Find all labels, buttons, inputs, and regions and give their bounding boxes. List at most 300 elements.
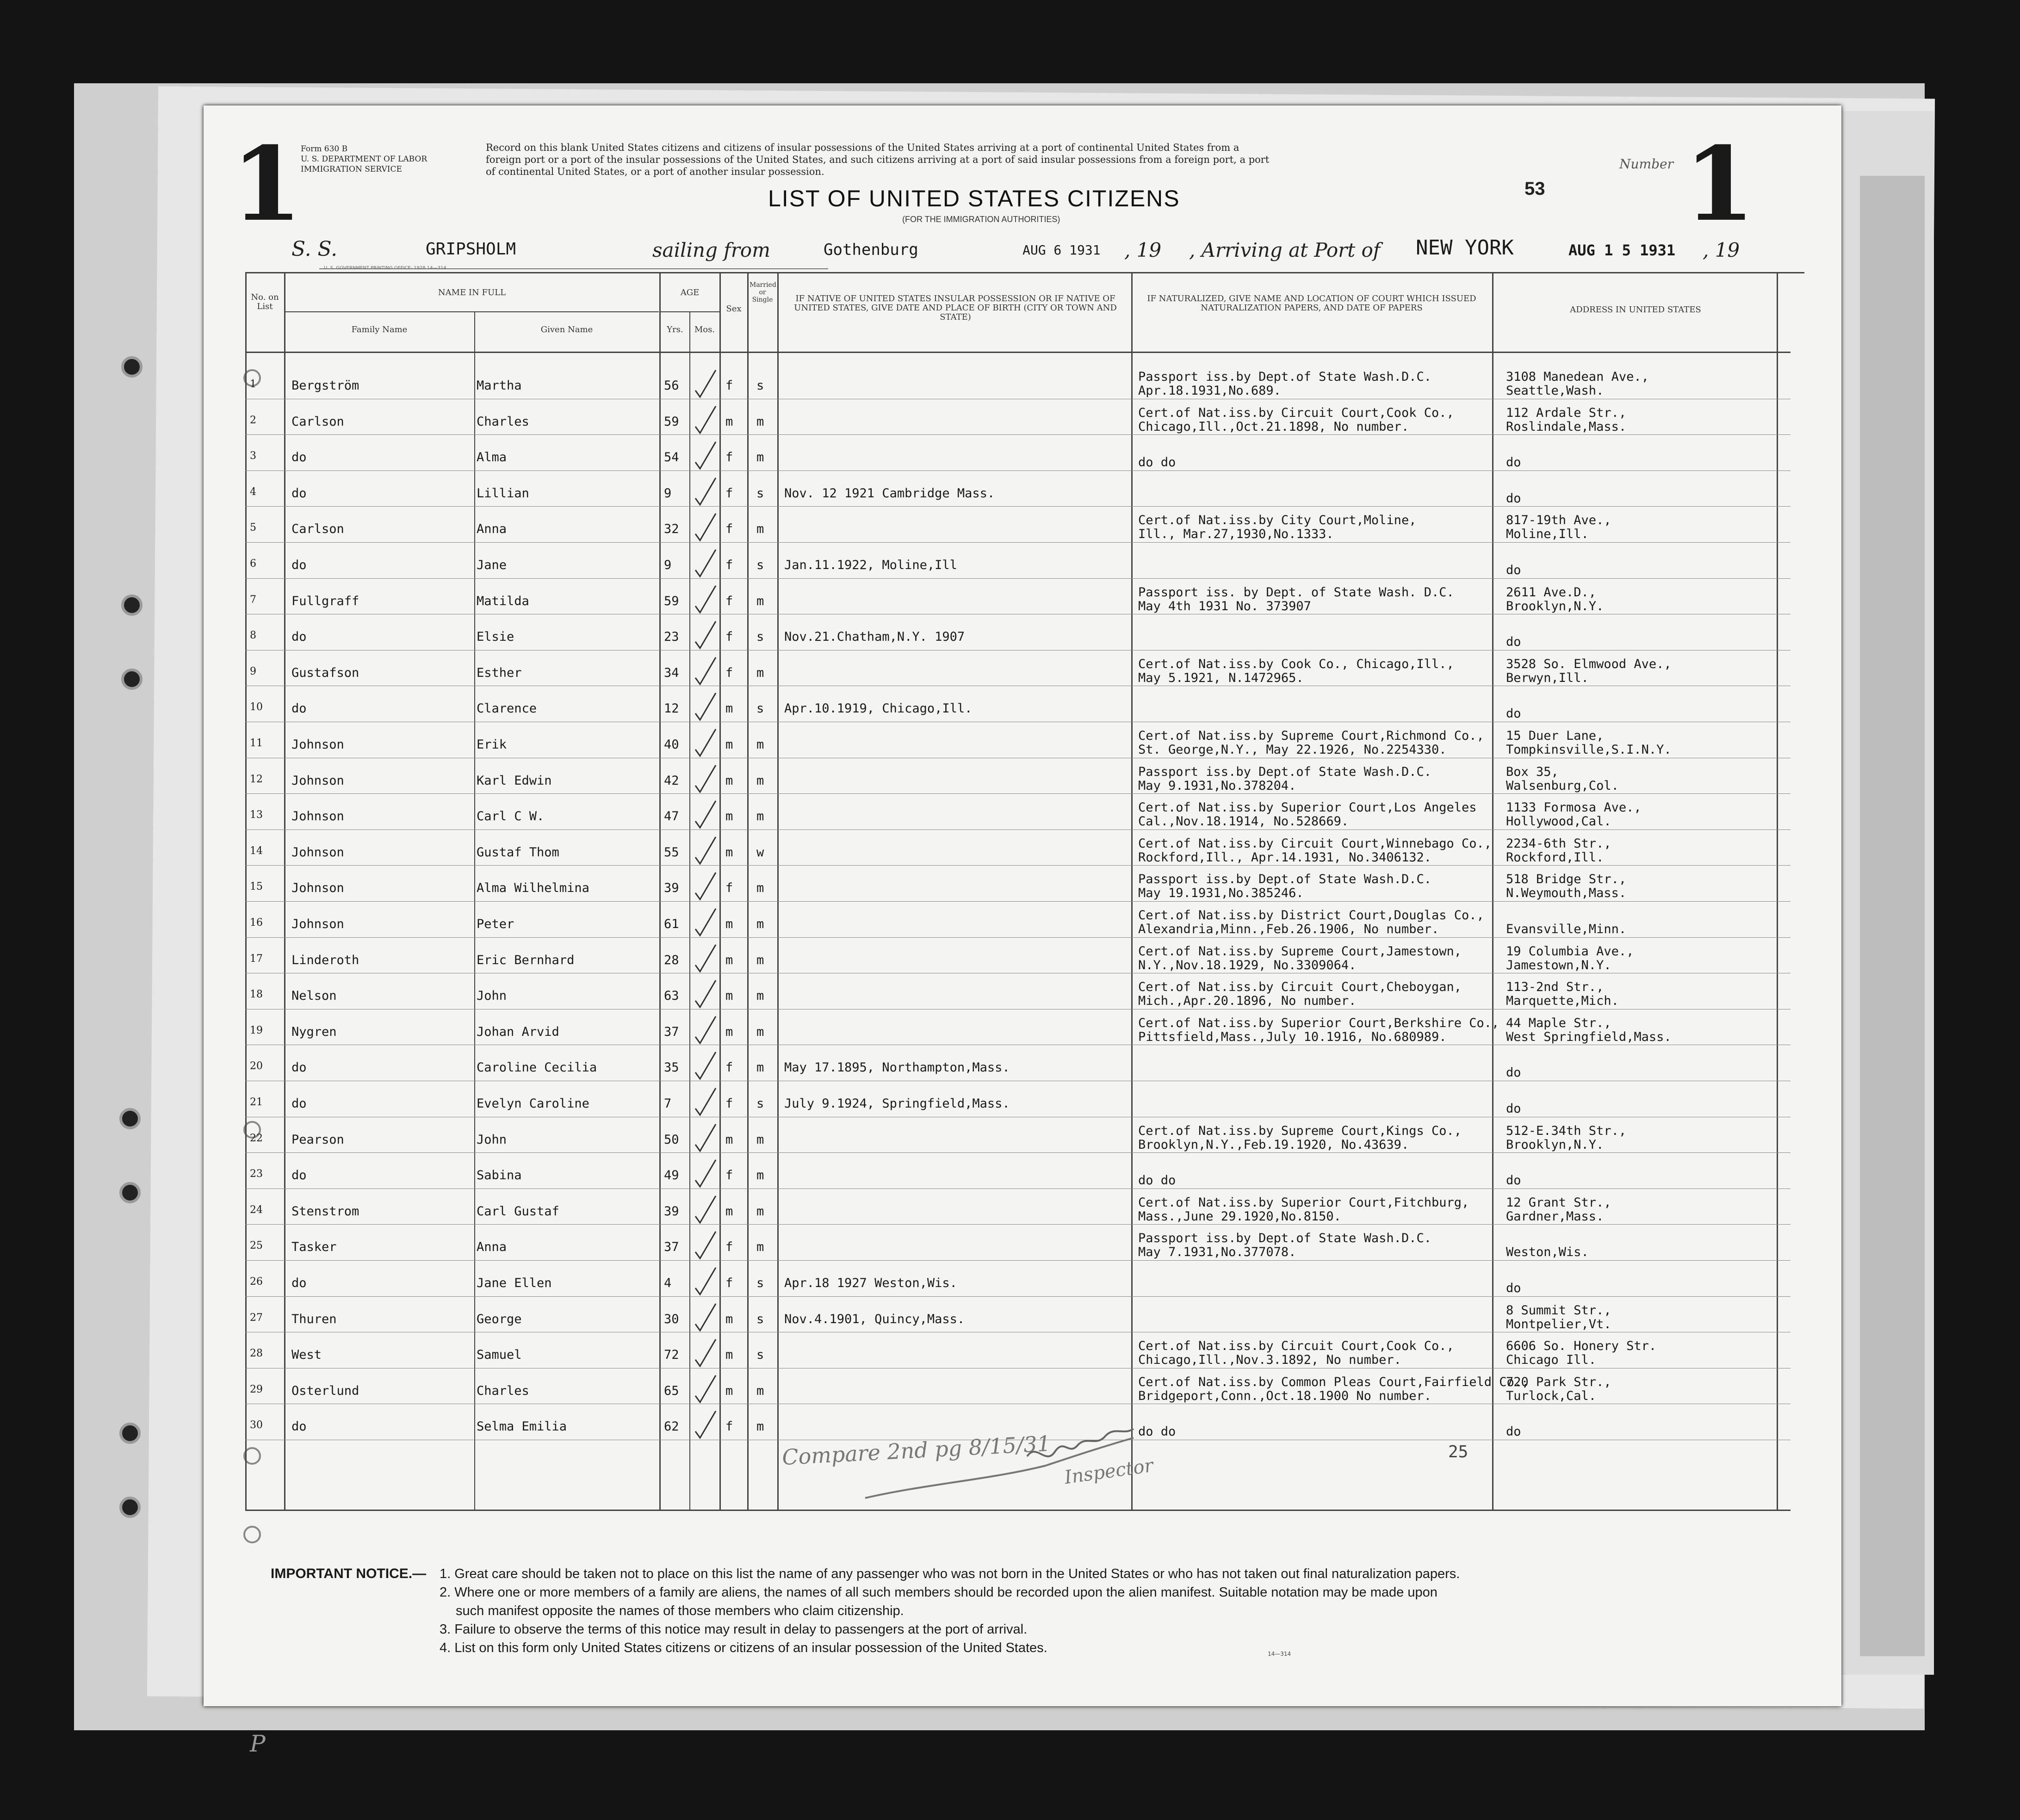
col-header-family: Family Name [351, 325, 408, 334]
family-name: Carlson [291, 522, 344, 537]
age-years: 40 [664, 737, 679, 752]
row-number: 2 [250, 414, 256, 426]
row-number: 6 [250, 558, 256, 570]
sex: m [725, 701, 733, 716]
sailing-port: Gothenburg [824, 241, 918, 259]
age-years: 55 [664, 845, 679, 860]
row-number: 5 [250, 522, 256, 534]
address-line-2: Roslindale,Mass. [1506, 419, 1627, 434]
family-name: Pearson [291, 1132, 344, 1147]
page-subtitle: (FOR THE IMMIGRATION AUTHORITIES) [902, 215, 1060, 224]
age-years: 42 [664, 773, 679, 788]
family-name: Johnson [291, 881, 344, 896]
sex: m [725, 1024, 733, 1039]
given-name: Charles [477, 1383, 529, 1398]
birth-info: Nov.21.Chatham,N.Y. 1907 [784, 630, 965, 644]
col-divider [474, 311, 475, 1510]
family-name: do [291, 558, 307, 572]
naturalization-line-2: N.Y.,Nov.18.1929, No.3309064. [1138, 958, 1357, 972]
table-left-border [245, 272, 247, 1510]
given-name: Martha [477, 378, 522, 393]
address-line-1: 2234-6th Str., [1506, 836, 1611, 851]
row-number: 13 [250, 809, 263, 821]
binder-hole [119, 1182, 141, 1203]
row-number: 26 [250, 1276, 263, 1288]
marital-status: m [756, 737, 764, 752]
naturalization-line-2: do do [1138, 1424, 1176, 1439]
check-mark-icon [692, 762, 719, 795]
given-name: Elsie [477, 630, 514, 644]
col-header-yrs: Yrs. [667, 325, 683, 334]
age-years: 37 [664, 1240, 679, 1255]
address-line-1: 44 Maple Str., [1506, 1015, 1611, 1030]
family-name: do [291, 1168, 307, 1183]
sex: m [725, 845, 733, 860]
address-line-2: Marquette,Mich. [1506, 994, 1619, 1009]
check-mark-icon [692, 367, 719, 400]
row-number: 15 [250, 881, 263, 893]
marital-status: m [756, 1168, 764, 1183]
binder-hole [119, 1108, 141, 1129]
row-number: 8 [250, 630, 256, 642]
check-mark-icon [692, 655, 719, 687]
address-line-2: Brooklyn,N.Y. [1506, 599, 1604, 613]
sex: f [725, 1096, 733, 1111]
col-divider [689, 311, 690, 1510]
sailing-date: AUG 6 1931 [1022, 242, 1101, 258]
check-mark-icon [692, 978, 719, 1010]
family-name: Nygren [291, 1024, 337, 1039]
family-name: Johnson [291, 737, 344, 752]
naturalization-line-1: Cert.of Nat.iss.by Circuit Court,Cook Co., [1138, 405, 1454, 420]
naturalization-line-1: Cert.of Nat.iss.by Circuit Court,Winnebago Co., [1138, 836, 1492, 851]
sailing-label: sailing from [652, 239, 770, 261]
table-right-border [1777, 272, 1778, 1510]
sex: m [725, 1383, 733, 1398]
sex: m [725, 1312, 733, 1326]
sex: m [725, 414, 733, 429]
sex: m [725, 809, 733, 824]
given-name: Charles [477, 414, 529, 429]
notice-footer-code: 14—314 [1268, 1651, 1291, 1657]
row-number: 11 [250, 737, 263, 749]
col-header-address: ADDRESS IN UNITED STATES [1570, 305, 1701, 315]
row-number: 1 [250, 378, 256, 390]
naturalization-line-1: Cert.of Nat.iss.by Circuit Court,Cheboygan, [1138, 980, 1462, 995]
col-divider [777, 272, 779, 1510]
department: U. S. DEPARTMENT OF LABOR [301, 155, 428, 164]
marital-status: s [756, 701, 764, 716]
age-years: 61 [664, 917, 679, 931]
given-name: Anna [477, 1240, 507, 1255]
address-line-2: Seattle,Wash. [1506, 384, 1604, 398]
naturalization-line-1: Passport iss. by Dept. of State Wash. D.C. [1138, 585, 1454, 600]
address-line-1: 113-2nd Str., [1506, 980, 1604, 995]
address-line-2: Gardner,Mass. [1506, 1209, 1604, 1224]
address-line-2: do [1506, 1424, 1521, 1439]
check-mark-icon [692, 870, 719, 902]
family-name: Thuren [291, 1312, 337, 1326]
address-line-1: 19 Columbia Ave., [1506, 944, 1634, 959]
row-number: 16 [250, 917, 263, 929]
naturalization-line-2: Brooklyn,N.Y.,Feb.19.1920, No.43639. [1138, 1137, 1409, 1152]
naturalization-line-1: Cert.of Nat.iss.by Supreme Court,Richmond Co., [1138, 729, 1484, 743]
binder-hole [119, 1423, 141, 1444]
address-line-2: Rockford,Ill. [1506, 850, 1604, 865]
address-line-2: Walsenburg,Col. [1506, 778, 1619, 793]
row-rule [245, 578, 1791, 579]
row-rule [245, 506, 1791, 507]
address-line-1: 512-E.34th Str., [1506, 1123, 1627, 1138]
address-line-1: 6606 So. Honery Str. [1506, 1339, 1657, 1354]
naturalization-line-1: Cert.of Nat.iss.by District Court,Douglas Co., [1138, 908, 1484, 922]
address-line-2: do [1506, 1102, 1521, 1116]
address-line-2: N.Weymouth,Mass. [1506, 886, 1627, 901]
naturalization-line-2: Bridgeport,Conn.,Oct.18.1900 No number. [1138, 1388, 1431, 1403]
check-mark-icon [692, 1265, 719, 1297]
col-header-given: Given Name [540, 325, 593, 334]
col-header-age: AGE [680, 288, 700, 297]
col-divider [659, 272, 661, 1510]
sex: f [725, 1168, 733, 1183]
address-line-2: Montpelier,Vt. [1506, 1317, 1611, 1331]
given-name: Selma Emilia [477, 1419, 567, 1434]
row-rule [245, 1224, 1791, 1225]
marital-status: m [756, 414, 764, 429]
row-number: 10 [250, 701, 263, 713]
row-number: 4 [250, 486, 256, 498]
check-mark-icon [692, 942, 719, 974]
age-years: 4 [664, 1276, 672, 1290]
check-mark-icon [692, 475, 719, 508]
age-years: 9 [664, 558, 672, 572]
given-name: Karl Edwin [477, 773, 552, 788]
marital-status: m [756, 1204, 764, 1219]
row-rule [245, 865, 1791, 866]
marital-status: m [756, 522, 764, 537]
row-rule [245, 542, 1791, 543]
header-bottom-border [245, 352, 1791, 353]
binder-hole [121, 669, 143, 690]
marital-status: s [756, 558, 764, 572]
given-name: Johan Arvid [477, 1024, 559, 1039]
row-rule [245, 937, 1791, 938]
naturalization-line-1: Cert.of Nat.iss.by Circuit Court,Cook Co., [1138, 1339, 1454, 1354]
address-line-2: do [1506, 1065, 1521, 1080]
family-name: Carlson [291, 414, 344, 429]
check-mark-icon [692, 1121, 719, 1154]
address-line-2: Weston,Wis. [1506, 1245, 1589, 1260]
address-line-2: Hollywood,Cal. [1506, 814, 1611, 829]
sex: m [725, 917, 733, 931]
address-line-2: do [1506, 491, 1521, 506]
service: IMMIGRATION SERVICE [301, 165, 402, 174]
naturalization-line-2: do do [1138, 1173, 1176, 1188]
marital-status: m [756, 1132, 764, 1147]
naturalization-line-2: do do [1138, 455, 1176, 470]
marital-status: s [756, 1348, 764, 1362]
naturalization-line-2: Mich.,Apr.20.1896, No number. [1138, 994, 1357, 1009]
check-mark-icon [692, 1337, 719, 1369]
arriving-label: , Arriving at Port of [1189, 239, 1381, 261]
address-line-1: 817-19th Ave., [1506, 513, 1611, 528]
sex: m [725, 953, 733, 967]
address-line-1: 2611 Ave.D., [1506, 585, 1597, 600]
marital-status: m [756, 1060, 764, 1075]
family-name: do [291, 1096, 307, 1111]
sex: f [725, 1276, 733, 1290]
family-name: Bergström [291, 378, 359, 393]
address-line-2: Moline,Ill. [1506, 527, 1589, 542]
address-line-2: do [1506, 635, 1521, 650]
marital-status: m [756, 809, 764, 824]
check-mark-icon [692, 619, 719, 651]
naturalization-line-1: Cert.of Nat.iss.by City Court,Moline, [1138, 513, 1417, 528]
table-bottom-border [245, 1510, 1791, 1511]
sex: f [725, 881, 733, 896]
age-years: 30 [664, 1312, 679, 1326]
sex: f [725, 522, 733, 537]
given-name: Eric Bernhard [477, 953, 575, 967]
row-number: 30 [250, 1419, 263, 1431]
birth-info: Apr.18 1927 Weston,Wis. [784, 1276, 957, 1290]
arrival-date: AUG 1 5 1931 [1568, 241, 1676, 259]
naturalization-line-1: Cert.of Nat.iss.by Supreme Court,Kings Co., [1138, 1123, 1462, 1138]
given-name: Carl C W. [477, 809, 545, 824]
sex: f [725, 450, 733, 465]
sex: f [725, 594, 733, 608]
address-line-1: 15 Duer Lane, [1506, 729, 1604, 743]
address-line-2: Turlock,Cal. [1506, 1388, 1597, 1403]
given-name: Evelyn Caroline [477, 1096, 589, 1111]
row-number: 20 [250, 1060, 263, 1072]
marital-status: m [756, 594, 764, 608]
check-mark-icon [692, 1049, 719, 1082]
name-subheader-rule [284, 311, 659, 312]
age-years: 54 [664, 450, 679, 465]
given-name: Sabina [477, 1168, 522, 1183]
naturalization-line-1: Cert.of Nat.iss.by Superior Court,Los Angeles [1138, 800, 1477, 815]
col-divider [747, 272, 749, 1510]
binder-hole [121, 356, 143, 378]
marital-status: s [756, 1312, 764, 1326]
arrival-port: NEW YORK [1416, 236, 1514, 260]
naturalization-line-2: May 7.1931,No.377078. [1138, 1245, 1296, 1260]
total-count: 25 [1448, 1442, 1469, 1461]
row-number: 3 [250, 450, 256, 462]
check-mark-icon [692, 1229, 719, 1261]
sex: f [725, 486, 733, 501]
address-line-1: 3528 So. Elmwood Ave., [1506, 656, 1672, 671]
notice-item-3: 3. Failure to observe the terms of this notice may result in delay to passengers at the port of arrival. [440, 1622, 1028, 1637]
check-mark-icon [692, 798, 719, 830]
row-rule [245, 1152, 1791, 1153]
sex: m [725, 737, 733, 752]
age-years: 23 [664, 630, 679, 644]
address-line-1: 12 Grant Str., [1506, 1195, 1611, 1210]
naturalization-line-2: Cal.,Nov.18.1914, No.528669. [1138, 814, 1349, 829]
birth-info: July 9.1924, Springfield,Mass. [784, 1096, 1010, 1111]
address-line-2: Evansville,Minn. [1506, 922, 1627, 936]
age-years: 39 [664, 1204, 679, 1219]
given-name: Alma [477, 450, 507, 465]
row-rule [245, 793, 1791, 794]
marital-status: m [756, 773, 764, 788]
age-years: 63 [664, 989, 679, 1003]
given-name: Jane [477, 558, 507, 572]
ship-label: S. S. [291, 237, 338, 261]
check-mark-icon [692, 583, 719, 615]
given-name: Erik [477, 737, 507, 752]
row-number: 24 [250, 1204, 263, 1216]
naturalization-line-1: Cert.of Nat.iss.by Supreme Court,Jamestown, [1138, 944, 1462, 959]
naturalization-line-2: Mass.,June 29.1920,No.8150. [1138, 1209, 1341, 1224]
age-years: 35 [664, 1060, 679, 1075]
age-years: 28 [664, 953, 679, 967]
inspector-label: Inspector [1063, 1455, 1155, 1489]
address-line-2: Chicago Ill. [1506, 1353, 1597, 1368]
age-years: 39 [664, 881, 679, 896]
row-rule [245, 901, 1791, 902]
check-mark-icon [692, 1085, 719, 1118]
row-number: 27 [250, 1312, 263, 1324]
row-number: 28 [250, 1348, 263, 1360]
sex: m [725, 1348, 733, 1362]
age-years: 62 [664, 1419, 679, 1434]
given-name: George [477, 1312, 522, 1326]
address-line-2: do [1506, 1281, 1521, 1295]
binder-hole [119, 1497, 141, 1518]
birth-info: Jan.11.1922, Moline,Ill [784, 558, 957, 572]
marital-status: s [756, 630, 764, 644]
row-number: 14 [250, 845, 263, 857]
col-divider [1131, 272, 1133, 1510]
age-years: 56 [664, 378, 679, 393]
family-name: do [291, 1060, 307, 1075]
row-number: 19 [250, 1024, 263, 1036]
back-sheet-edge [1860, 176, 1925, 1656]
address-line-2: West Springfield,Mass. [1506, 1029, 1672, 1044]
marital-status: m [756, 665, 764, 680]
naturalization-line-1: Cert.of Nat.iss.by Cook Co., Chicago,Ill., [1138, 656, 1454, 671]
check-mark-icon [692, 1373, 719, 1405]
naturalization-line-2: May 4th 1931 No. 373907 [1138, 599, 1311, 613]
row-number: 21 [250, 1096, 263, 1108]
family-name: do [291, 486, 307, 501]
marital-status: m [756, 881, 764, 896]
notice-item-2-cont: such manifest opposite the names of those members who claim citizenship. [456, 1603, 904, 1618]
age-years: 37 [664, 1024, 679, 1039]
family-name: Johnson [291, 845, 344, 860]
sex: f [725, 558, 733, 572]
address-line-2: Brooklyn,N.Y. [1506, 1137, 1604, 1152]
marital-status: m [756, 989, 764, 1003]
family-name: Osterlund [291, 1383, 359, 1398]
naturalization-line-2: Chicago,Ill.,Nov.3.1892, No number. [1138, 1353, 1401, 1368]
col-header-mos: Mos. [694, 325, 715, 334]
address-line-2: do [1506, 455, 1521, 470]
row-number: 22 [250, 1132, 263, 1144]
naturalization-line-2: Ill., Mar.27,1930,No.1333. [1138, 527, 1334, 542]
check-mark-icon [692, 690, 719, 723]
sex: m [725, 773, 733, 788]
col-header-no: No. on List [251, 292, 279, 311]
sex: m [725, 1204, 733, 1219]
instructions-line-2: foreign port or a port of the insular possessions of the United States, and such citizens arriving at a port of said insular possessions from a foreign port, a port [486, 154, 1270, 165]
list-number-right: 1 [1684, 124, 1755, 244]
row-rule [245, 470, 1791, 471]
col-header-birth: IF NATIVE OF UNITED STATES INSULAR POSSESSION OR IF NATIVE OF UNITED STATES, GIVE DATE AND PLACE OF BIRTH (CITY OR TOWN AND STATE) [794, 294, 1117, 322]
marital-status: m [756, 450, 764, 465]
address-line-1: 1133 Formosa Ave., [1506, 800, 1642, 815]
naturalization-line-1: Passport iss.by Dept.of State Wash.D.C. [1138, 872, 1431, 887]
family-name: Fullgraff [291, 594, 359, 608]
given-name: Gustaf Thom [477, 845, 559, 860]
family-name: Johnson [291, 917, 344, 931]
list-number-left: 1 [231, 124, 303, 244]
naturalization-line-1: Passport iss.by Dept.of State Wash.D.C. [1138, 764, 1431, 779]
naturalization-line-1: Cert.of Nat.iss.by Superior Court,Fitchburg, [1138, 1195, 1469, 1210]
row-number: 12 [250, 773, 263, 785]
manifest-page [204, 105, 1841, 1706]
binder-hole [121, 594, 143, 616]
address-line-2: Berwyn,Ill. [1506, 670, 1589, 685]
address-line-2: do [1506, 1173, 1521, 1188]
notice-heading: IMPORTANT NOTICE.— [271, 1566, 427, 1581]
naturalization-line-2: Pittsfield,Mass.,July 10.1916, No.680989. [1138, 1029, 1447, 1044]
given-name: Peter [477, 917, 514, 931]
age-years: 9 [664, 486, 672, 501]
given-name: Anna [477, 522, 507, 537]
col-header-name: NAME IN FULL [438, 288, 506, 297]
row-number: 17 [250, 953, 263, 965]
age-years: 59 [664, 414, 679, 429]
marital-status: m [756, 953, 764, 967]
marital-status: m [756, 917, 764, 931]
age-years: 59 [664, 594, 679, 608]
family-name: do [291, 701, 307, 716]
ship-name: GRIPSHOLM [426, 240, 516, 259]
check-mark-icon [692, 726, 719, 759]
address-line-2: do [1506, 706, 1521, 721]
age-years: 49 [664, 1168, 679, 1183]
col-divider [1492, 272, 1493, 1510]
year-1: , 19 [1124, 239, 1162, 261]
address-line-1: 720 Park Str., [1506, 1374, 1611, 1389]
row-rule [245, 434, 1791, 435]
naturalization-line-2: May 19.1931,No.385246. [1138, 886, 1304, 901]
age-years: 47 [664, 809, 679, 824]
compare-note: Compare 2nd pg 8/15/31 [781, 1430, 1052, 1470]
row-number: 7 [250, 594, 256, 606]
notice-item-1: 1. Great care should be taken not to place on this list the name of any passenger who was not born in the United States or who has not taken out final naturalization papers. [440, 1566, 1460, 1581]
naturalization-line-2: Chicago,Ill.,Oct.21.1898, No number. [1138, 419, 1409, 434]
naturalization-line-2: Apr.18.1931,No.689. [1138, 384, 1281, 398]
family-name: do [291, 630, 307, 644]
given-name: Jane Ellen [477, 1276, 552, 1290]
address-line-1: 112 Ardale Str., [1506, 405, 1627, 420]
sex: f [725, 1419, 733, 1434]
check-mark-icon [692, 403, 719, 436]
family-name: do [291, 1419, 307, 1434]
marital-status: w [756, 845, 764, 860]
sex: f [725, 1060, 733, 1075]
given-name: John [477, 1132, 507, 1147]
address-line-1: Box 35, [1506, 764, 1559, 779]
age-years: 7 [664, 1096, 672, 1111]
birth-info: Nov. 12 1921 Cambridge Mass. [784, 486, 995, 501]
number-label: Number [1619, 156, 1673, 172]
